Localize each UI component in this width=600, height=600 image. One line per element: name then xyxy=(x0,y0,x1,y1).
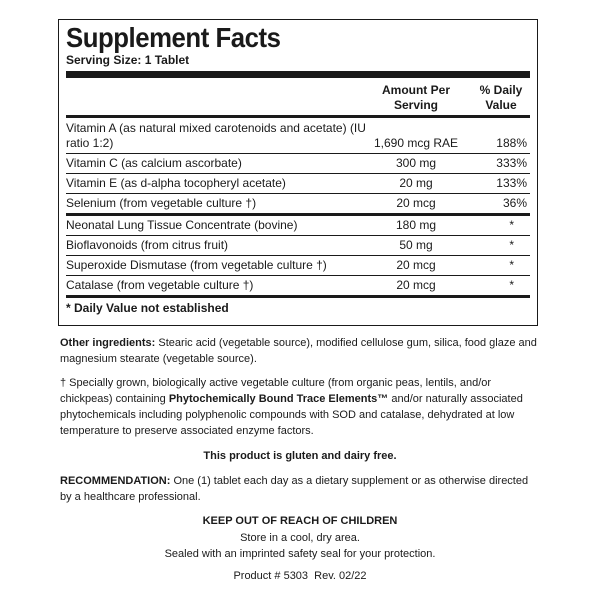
nutrient-amount: 300 mg xyxy=(395,156,437,170)
nutrient-name: Neonatal Lung Tissue Concentrate (bovine) xyxy=(66,218,298,232)
other-ingredients-text: Stearic acid (vegetable source), modified cellulose gum, silica, food glaze and magnesium stearate (vegetable source). xyxy=(60,337,537,365)
safety-seal-note: Sealed with an imprinted safety seal for your protection. xyxy=(164,548,436,560)
serving-size: Serving Size: 1 Tablet xyxy=(66,53,190,67)
nutrient-dv: 188% xyxy=(496,136,527,150)
nutrient-amount: 20 mcg xyxy=(396,258,436,272)
nutrient-amount: 20 mcg xyxy=(396,278,436,292)
culture-note-text: † Specially grown, biologically active vegetable culture (from organic peas, lentils, and/or chickpeas) containing xyxy=(60,377,492,405)
nutrient-name: Catalase (from vegetable culture †) xyxy=(66,278,254,292)
nutrient-name: Vitamin A (as natural mixed carotenoids and acetate) (IU ratio 1:2) xyxy=(66,121,366,150)
amount-header: Amount Per Serving xyxy=(381,83,450,112)
nutrient-name: Vitamin E (as d-alpha tocopheryl acetate) xyxy=(66,176,286,190)
nutrient-name: Vitamin C (as calcium ascorbate) xyxy=(66,156,242,170)
nutrient-dv: * xyxy=(509,238,514,252)
nutrient-dv: 333% xyxy=(496,156,527,170)
other-ingredients-label: Other ingredients: xyxy=(60,337,156,349)
panel-title: Supplement Facts xyxy=(66,22,281,53)
product-number: Product # 5303 Rev. 02/22 xyxy=(233,570,367,582)
recommendation xyxy=(60,473,542,505)
other-ingredients xyxy=(60,335,542,367)
table-row xyxy=(66,216,530,236)
nutrient-dv: 36% xyxy=(502,196,527,210)
nutrient-dv: * xyxy=(509,218,514,232)
recommendation-text: One (1) tablet each day as a dietary supplement or as otherwise directed by a healthcare professional. xyxy=(60,475,529,503)
gluten-free-notice: This product is gluten and dairy free. xyxy=(203,450,397,462)
nutrient-dv: * xyxy=(509,258,514,272)
nutrient-amount: 20 mg xyxy=(399,176,433,190)
table-row xyxy=(66,194,530,213)
nutrient-name: Superoxide Dismutase (from vegetable culture †) xyxy=(66,258,327,272)
nutrient-name: Bioflavonoids (from citrus fruit) xyxy=(66,238,229,252)
nutrient-amount: 180 mg xyxy=(395,218,437,232)
nutrient-amount: 20 mcg xyxy=(396,196,436,210)
nutrient-dv: 133% xyxy=(496,176,527,190)
nutrient-amount: 1,690 mcg RAE xyxy=(373,136,459,150)
daily-value-footnote: * Daily Value not established xyxy=(66,301,229,315)
table-row xyxy=(66,154,530,174)
daily-value-header: % Daily Value xyxy=(479,83,523,112)
storage-instructions: Store in a cool, dry area. xyxy=(240,532,360,544)
table-row xyxy=(66,276,530,295)
table-row xyxy=(66,236,530,256)
nutrient-name: Selenium (from vegetable culture †) xyxy=(66,196,257,210)
supplement-facts-panel xyxy=(58,19,538,326)
child-warning: KEEP OUT OF REACH OF CHILDREN xyxy=(202,515,398,527)
table-row xyxy=(66,174,530,194)
table-row xyxy=(66,118,530,154)
nutrient-amount: 50 mg xyxy=(399,238,433,252)
table-header xyxy=(66,78,530,115)
recommendation-label: RECOMMENDATION: xyxy=(60,475,171,487)
culture-note xyxy=(60,375,542,439)
table-row xyxy=(66,256,530,276)
thick-divider xyxy=(66,71,530,78)
culture-note-text-cont: and/or naturally associated phytochemicals including polyphenolic compounds with SOD and catalase, dehydrated at low temperature to preserve associated enzyme factors. xyxy=(60,393,523,437)
trace-elements-trademark: Phytochemically Bound Trace Elements™ xyxy=(168,393,389,405)
nutrient-dv: * xyxy=(509,278,514,292)
